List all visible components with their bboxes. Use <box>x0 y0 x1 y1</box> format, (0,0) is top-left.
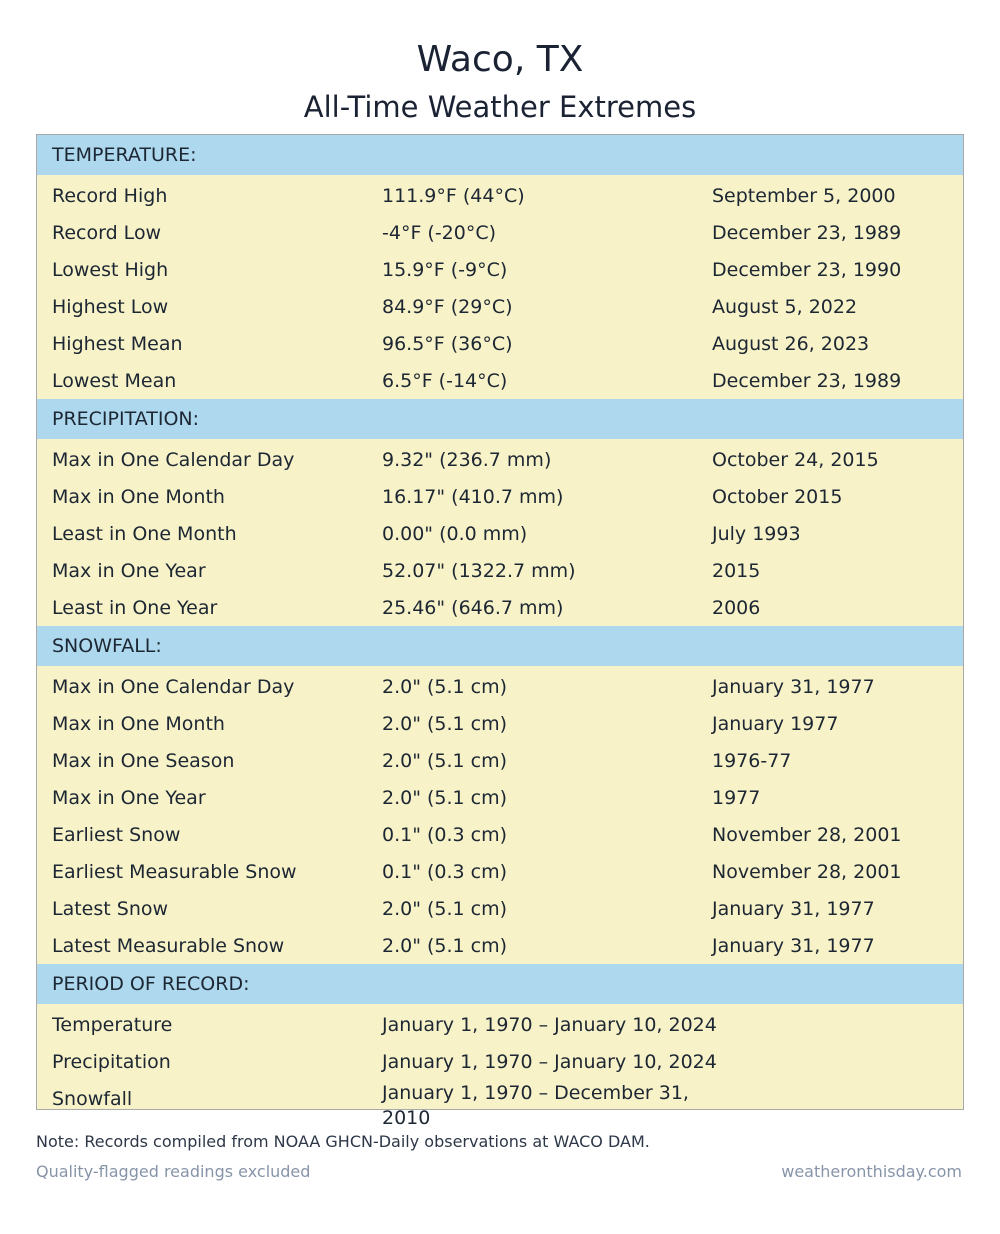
row-value: 6.5°F (-14°C) <box>382 369 508 392</box>
table-row <box>37 515 963 552</box>
row-label: Max in One Calendar Day <box>52 675 295 698</box>
table-row <box>37 1043 963 1080</box>
row-value: 0.00" (0.0 mm) <box>382 522 528 545</box>
row-value: 2.0" (5.1 cm) <box>382 897 508 920</box>
row-label: Max in One Year <box>52 786 206 809</box>
row-value: 111.9°F (44°C) <box>382 184 525 207</box>
row-label: Earliest Snow <box>52 823 181 846</box>
row-value: 15.9°F (-9°C) <box>382 258 508 281</box>
row-value: 2.0" (5.1 cm) <box>382 786 508 809</box>
row-label: Lowest Mean <box>52 369 177 392</box>
row-value: January 1, 1970 – December 31, 2010 <box>382 1082 689 1129</box>
footer-source-link[interactable]: weatheronthisday.com <box>781 1162 962 1181</box>
row-label: Max in One Month <box>52 485 225 508</box>
section-header-precipitation: PRECIPITATION: <box>37 399 963 439</box>
row-value: 0.1" (0.3 cm) <box>382 860 508 883</box>
row-date: 2015 <box>712 559 761 582</box>
row-label: Max in One Month <box>52 712 225 735</box>
row-date: 2006 <box>712 596 761 619</box>
row-date: 1977 <box>712 786 761 809</box>
row-label: Max in One Year <box>52 559 206 582</box>
row-label: Precipitation <box>52 1050 171 1073</box>
page-title: Waco, TX <box>416 39 584 80</box>
table-row <box>37 927 963 964</box>
table-row <box>37 779 963 816</box>
row-value: 2.0" (5.1 cm) <box>382 934 508 957</box>
row-value: 84.9°F (29°C) <box>382 295 513 318</box>
footnote: Note: Records compiled from NOAA GHCN-Daily observations at WACO DAM. <box>36 1132 650 1151</box>
row-value: 2.0" (5.1 cm) <box>382 749 508 772</box>
row-date: September 5, 2000 <box>712 184 896 207</box>
page-subtitle: All-Time Weather Extremes <box>303 90 697 124</box>
row-date: August 26, 2023 <box>712 332 870 355</box>
table-row <box>37 478 963 515</box>
row-value: 9.32" (236.7 mm) <box>382 448 552 471</box>
table-row <box>37 325 963 362</box>
table-row <box>37 177 963 214</box>
row-date: October 2015 <box>712 485 843 508</box>
row-date: December 23, 1990 <box>712 258 902 281</box>
row-date: August 5, 2022 <box>712 295 858 318</box>
table-row <box>37 288 963 325</box>
row-label: Latest Measurable Snow <box>52 934 285 957</box>
row-value: 2.0" (5.1 cm) <box>382 712 508 735</box>
row-value: 16.17" (410.7 mm) <box>382 485 564 508</box>
table-row <box>37 853 963 890</box>
row-label: Snowfall <box>52 1087 133 1110</box>
extremes-table <box>36 134 964 1129</box>
row-label: Least in One Month <box>52 522 237 545</box>
row-value: January 1, 1970 – January 10, 2024 <box>382 1050 717 1073</box>
table-row <box>37 1080 963 1129</box>
row-date: 1976-77 <box>712 749 792 772</box>
row-date: January 31, 1977 <box>712 897 875 920</box>
row-date: October 24, 2015 <box>712 448 879 471</box>
table-row <box>37 816 963 853</box>
row-date: January 1977 <box>712 712 839 735</box>
table-row <box>37 1006 963 1043</box>
table-row <box>37 742 963 779</box>
table-row <box>37 668 963 705</box>
section-header-temperature: TEMPERATURE: <box>37 135 963 175</box>
row-label: Highest Mean <box>52 332 183 355</box>
row-value: -4°F (-20°C) <box>382 221 497 244</box>
row-label: Latest Snow <box>52 897 169 920</box>
row-label: Max in One Calendar Day <box>52 448 295 471</box>
table-row <box>37 441 963 478</box>
row-date: January 31, 1977 <box>712 675 875 698</box>
row-value: 96.5°F (36°C) <box>382 332 513 355</box>
table-row <box>37 362 963 399</box>
section-header-snowfall: SNOWFALL: <box>37 626 963 666</box>
row-value: 25.46" (646.7 mm) <box>382 596 564 619</box>
row-date: July 1993 <box>712 522 801 545</box>
row-date: November 28, 2001 <box>712 860 902 883</box>
table-row <box>37 251 963 288</box>
row-label: Record High <box>52 184 168 207</box>
table-row <box>37 589 963 626</box>
footer-quality-note: Quality-flagged readings excluded <box>36 1162 311 1181</box>
row-value: 0.1" (0.3 cm) <box>382 823 508 846</box>
table-row <box>37 552 963 589</box>
row-value: 2.0" (5.1 cm) <box>382 675 508 698</box>
section-header-period-of-record: PERIOD OF RECORD: <box>37 964 963 1004</box>
row-label: Earliest Measurable Snow <box>52 860 297 883</box>
row-date: November 28, 2001 <box>712 823 902 846</box>
row-date: December 23, 1989 <box>712 369 902 392</box>
table-row <box>37 214 963 251</box>
row-label: Temperature <box>52 1013 173 1036</box>
row-label: Highest Low <box>52 295 169 318</box>
row-date: January 31, 1977 <box>712 934 875 957</box>
row-label: Lowest High <box>52 258 169 281</box>
table-row <box>37 890 963 927</box>
row-label: Least in One Year <box>52 596 218 619</box>
row-label: Max in One Season <box>52 749 235 772</box>
row-value: 52.07" (1322.7 mm) <box>382 559 576 582</box>
row-date: December 23, 1989 <box>712 221 902 244</box>
table-row <box>37 705 963 742</box>
row-value: January 1, 1970 – January 10, 2024 <box>382 1013 717 1036</box>
row-label: Record Low <box>52 221 162 244</box>
